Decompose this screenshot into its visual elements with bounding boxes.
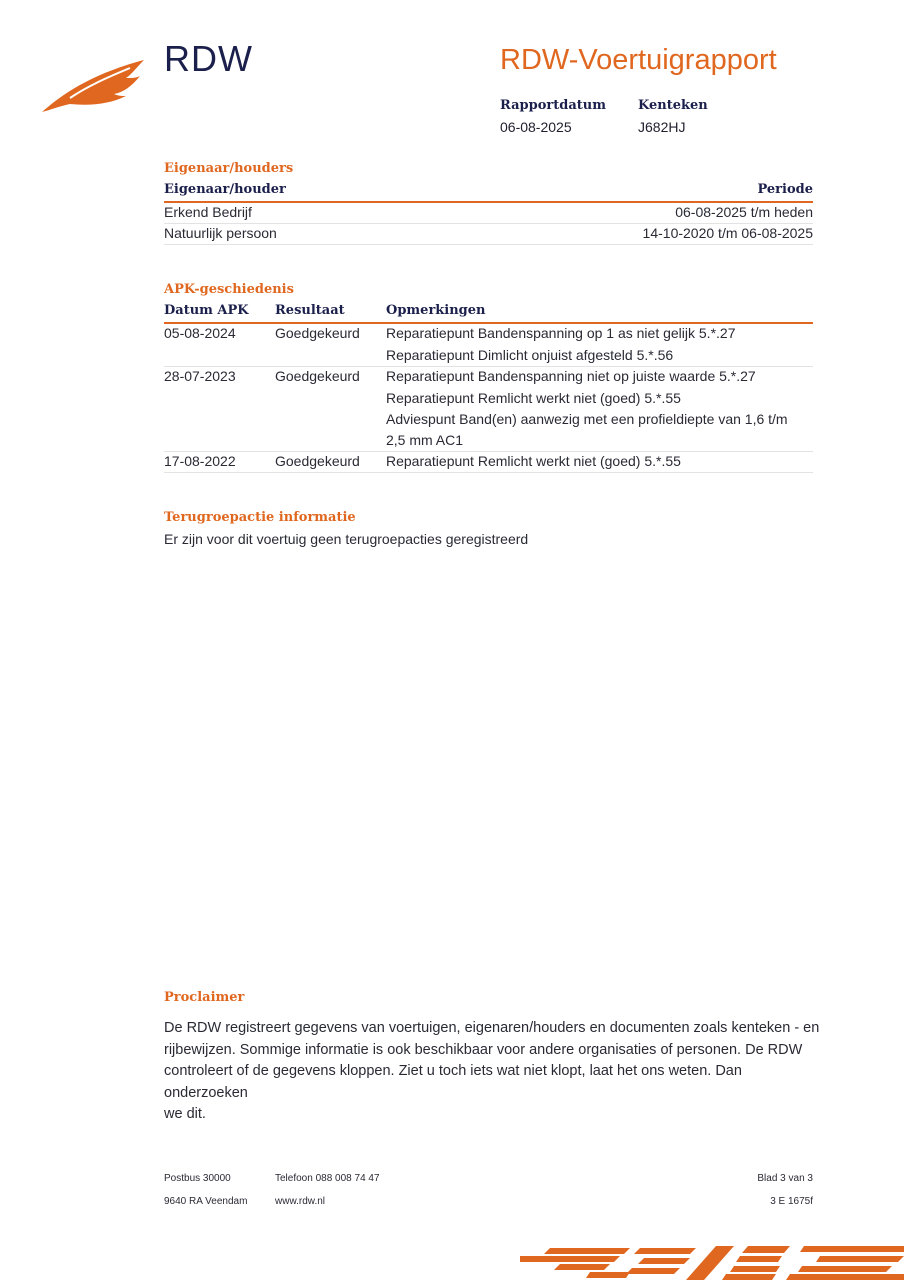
apk-table (164, 303, 813, 483)
footer-address-line1: Postbus 30000 (164, 1173, 231, 1184)
apk-remark-line: Reparatiepunt Remlicht werkt niet (goed) 5.*.55 (386, 453, 681, 469)
footer-phone: Telefoon 088 008 74 47 (275, 1173, 380, 1184)
owners-header-owner: Eigenaar/houder (164, 182, 286, 197)
meta-label-report-date: Rapportdatum (500, 98, 606, 113)
owner-cell: Erkend Bedrijf (164, 204, 252, 220)
disclaimer-line: De RDW registreert gegevens van voertuigen, eigenaren/houders en documenten zoals kenteken - en (164, 1020, 820, 1036)
table-row (164, 452, 813, 473)
apk-remark-line: Reparatiepunt Dimlicht onjuist afgesteld 5.*.56 (386, 347, 674, 363)
disclaimer-line: we dit. (164, 1106, 206, 1122)
disclaimer-line: rijbewijzen. Sommige informatie is ook beschikbaar voor andere organisaties of personen. De RDW (164, 1041, 803, 1058)
period-cell: 14-10-2020 t/m 06-08-2025 (642, 225, 813, 241)
disclaimer-section-title: Proclaimer (164, 990, 245, 1005)
meta-value-plate: J682HJ (638, 119, 686, 135)
apk-result-cell: Goedgekeurd (275, 368, 360, 384)
table-row (164, 324, 813, 367)
footer-website-link[interactable]: www.rdw.nl (275, 1196, 326, 1207)
report-title: RDW-Voertuigrapport (500, 44, 777, 76)
recall-text: Er zijn voor dit voertuig geen terugroepacties geregistreerd (164, 531, 529, 547)
recall-section-title: Terugroepactie informatie (164, 510, 356, 525)
owner-cell: Natuurlijk persoon (164, 225, 277, 241)
apk-date-cell: 05-08-2024 (164, 325, 236, 341)
footer-address-line2: 9640 RA Veendam (164, 1196, 248, 1207)
table-row (164, 224, 813, 245)
table-row (164, 203, 813, 224)
table-row (164, 367, 813, 452)
apk-section-title: APK-geschiedenis (164, 282, 294, 297)
apk-remark-line: Adviespunt Band(en) aanwezig met een profieldiepte van 1,6 t/m (386, 411, 788, 427)
period-cell: 06-08-2025 t/m heden (675, 204, 813, 220)
meta-label-plate: Kenteken (638, 98, 708, 113)
apk-header-date: Datum APK (164, 303, 249, 318)
owners-header-period: Periode (757, 182, 813, 197)
rdw-logo-text: RDW (164, 38, 253, 79)
apk-header-remarks: Opmerkingen (386, 303, 486, 318)
rdw-logo-icon (40, 56, 150, 114)
footer-stripes-icon (520, 1244, 904, 1280)
disclaimer-line: controleert of de gegevens kloppen. Ziet u toch iets wat niet klopt, laat het ons weten. Dan onderzoeken (164, 1063, 742, 1101)
owners-section-title: Eigenaar/houders (164, 161, 294, 176)
apk-remark-line: Reparatiepunt Remlicht werkt niet (goed) 5.*.55 (386, 390, 681, 406)
apk-date-cell: 28-07-2023 (164, 368, 236, 384)
apk-remark-line: 2,5 mm AC1 (386, 432, 464, 448)
apk-result-cell: Goedgekeurd (275, 453, 360, 469)
apk-remark-line: Reparatiepunt Bandenspanning op 1 as niet gelijk 5.*.27 (386, 325, 736, 341)
apk-remark-line: Reparatiepunt Bandenspanning niet op juiste waarde 5.*.27 (386, 368, 756, 384)
apk-header-result: Resultaat (275, 303, 345, 318)
apk-date-cell: 17-08-2022 (164, 453, 236, 469)
row-divider (164, 472, 813, 473)
owners-table (164, 182, 813, 252)
disclaimer-paragraph (164, 1018, 824, 1126)
row-divider (164, 244, 813, 245)
apk-result-cell: Goedgekeurd (275, 325, 360, 341)
meta-value-report-date: 06-08-2025 (500, 119, 572, 135)
footer-page-number: Blad 3 van 3 (757, 1173, 813, 1184)
footer-document-code: 3 E 1675f (770, 1196, 813, 1207)
